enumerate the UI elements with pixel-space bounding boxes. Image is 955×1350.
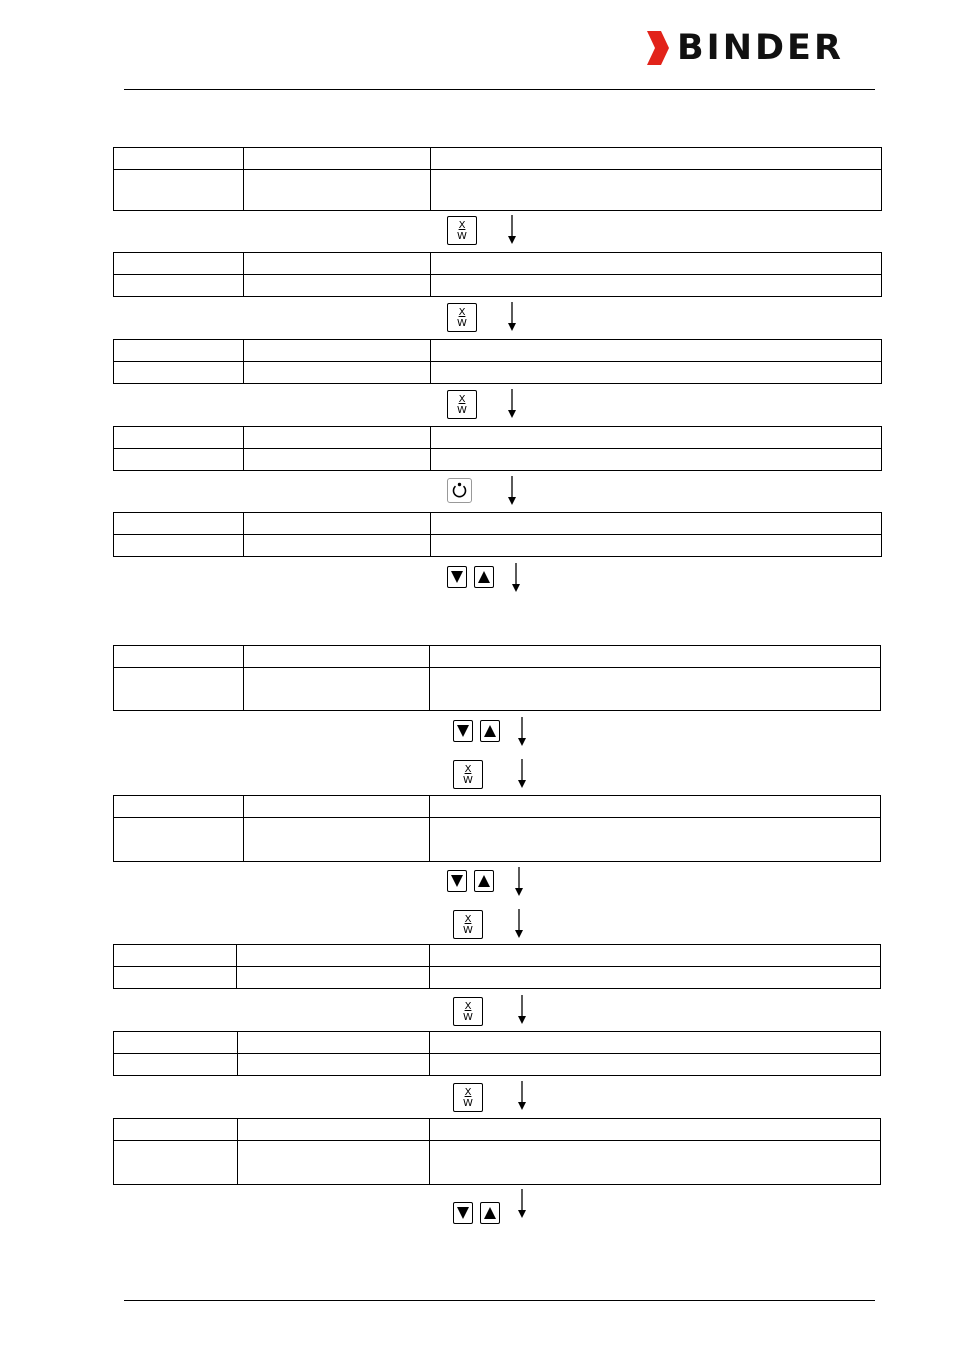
arrow-down-key-icon[interactable] (453, 720, 473, 742)
xw-key-icon[interactable]: X W (453, 1083, 483, 1112)
arrow-up-key-icon[interactable] (480, 720, 500, 742)
down-arrow-icon (511, 563, 521, 593)
down-arrow-icon (517, 995, 527, 1025)
menu-table (113, 645, 881, 711)
menu-table (113, 147, 882, 211)
down-arrow-icon (514, 867, 524, 897)
arrow-down-key-icon[interactable] (447, 566, 467, 588)
menu-table (113, 1118, 881, 1185)
xw-key-icon[interactable]: X W (447, 390, 477, 419)
binder-logo (645, 28, 877, 68)
arrow-down-key-icon[interactable] (453, 1202, 473, 1224)
menu-table (113, 944, 881, 989)
xw-key-icon[interactable]: X W (447, 303, 477, 332)
down-arrow-icon (507, 302, 517, 332)
menu-table (113, 252, 882, 297)
logo-text: BINDER (677, 28, 844, 68)
down-arrow-icon (517, 759, 527, 789)
xw-key-icon[interactable]: X W (453, 760, 483, 789)
down-arrow-icon (507, 476, 517, 506)
header-rule (124, 89, 875, 90)
down-arrow-icon (507, 389, 517, 419)
menu-table (113, 339, 882, 384)
down-arrow-icon (507, 215, 517, 245)
down-arrow-icon (517, 1189, 527, 1219)
xw-key-icon[interactable]: X W (453, 910, 483, 939)
xw-key-icon[interactable]: X W (453, 997, 483, 1026)
menu-table (113, 426, 882, 471)
cycle-key-icon[interactable] (447, 478, 472, 503)
xw-key-icon[interactable]: X W (447, 216, 477, 245)
menu-table (113, 1031, 881, 1076)
down-arrow-icon (517, 1081, 527, 1111)
menu-table (113, 512, 882, 557)
arrow-up-key-icon[interactable] (480, 1202, 500, 1224)
arrow-up-key-icon[interactable] (474, 566, 494, 588)
menu-table (113, 795, 881, 862)
arrow-down-key-icon[interactable] (447, 870, 467, 892)
down-arrow-icon (514, 909, 524, 939)
down-arrow-icon (517, 717, 527, 747)
arrow-up-key-icon[interactable] (474, 870, 494, 892)
binder-logo-icon (645, 31, 671, 65)
footer-rule (124, 1300, 875, 1301)
